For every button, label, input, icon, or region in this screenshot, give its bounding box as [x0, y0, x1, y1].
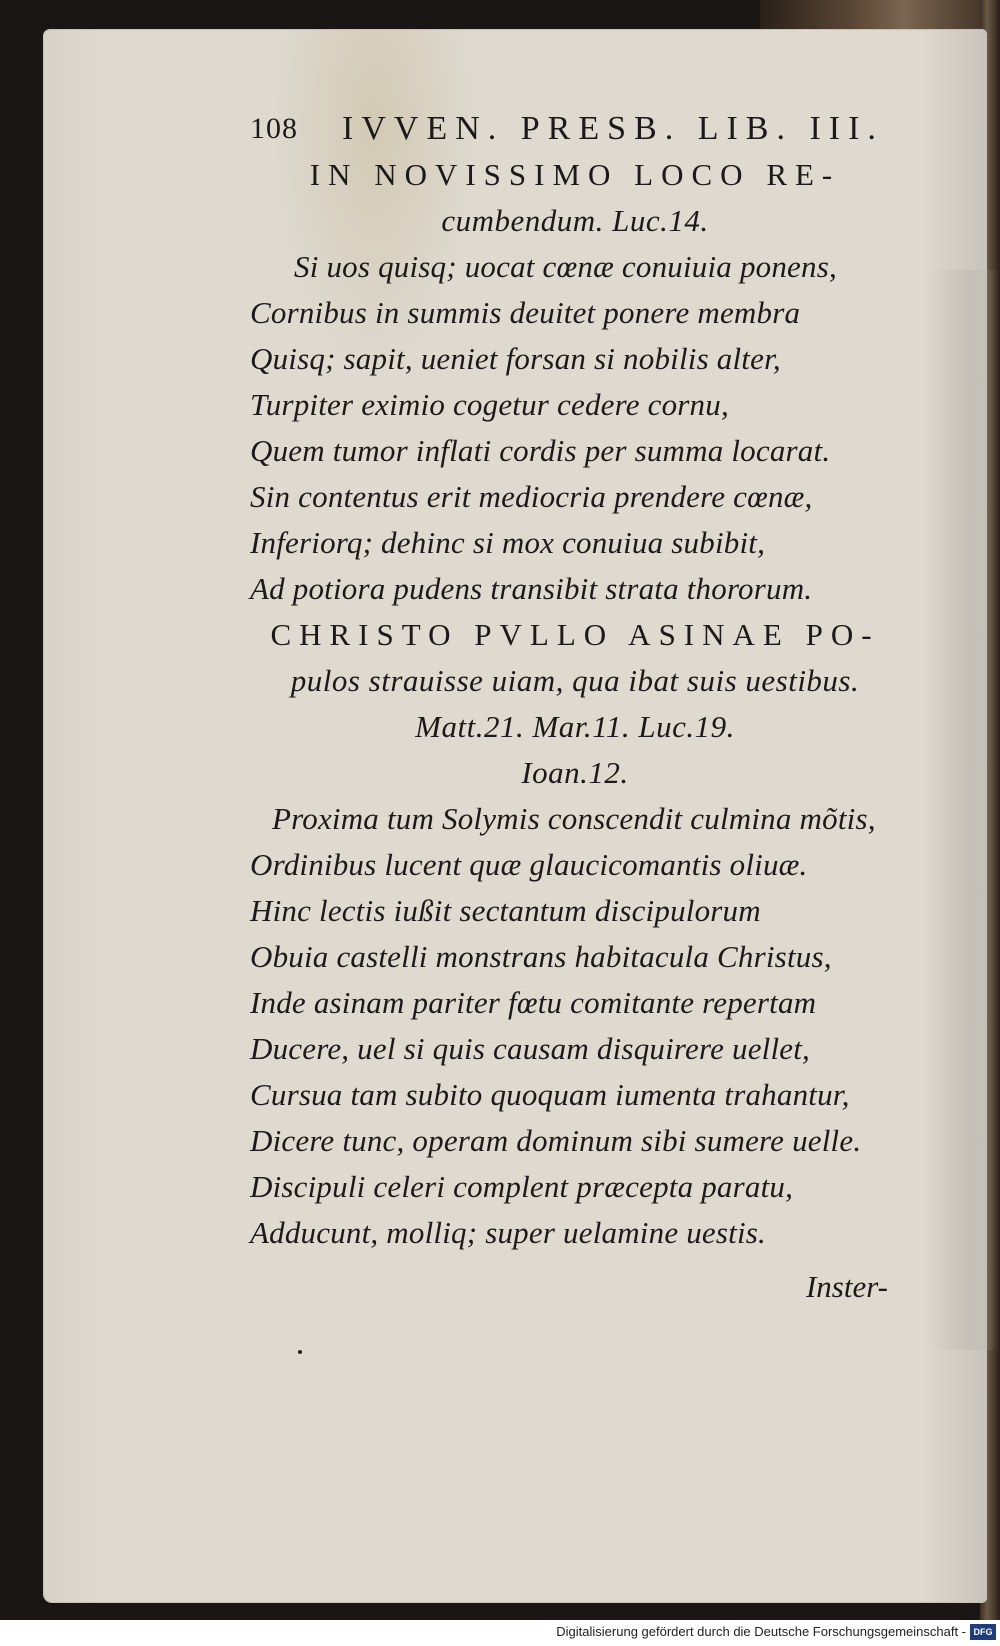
verse-line: Discipuli celeri complent præcepta paratu,: [250, 1169, 794, 1204]
verse-line: Quem tumor inflati cordis per summa locarat.: [250, 433, 831, 468]
running-head: [250, 104, 900, 152]
folio-number: 108: [250, 112, 298, 145]
verse-line: Cornibus in summis deuitet ponere membra: [250, 295, 801, 330]
verse-line: Dicere tunc, operam dominum sibi sumere uelle.: [250, 1123, 862, 1158]
verse-line: Sin contentus erit mediocria prendere cœnæ,: [250, 479, 813, 514]
verse-line: Quisq; sapit, ueniet forsan si nobilis alter,: [250, 341, 781, 376]
section-heading-italic: pulos strauisse uiam, qua ibat suis uestibus.: [290, 663, 860, 698]
section-recumbendum: [250, 152, 900, 612]
section-christo-pullo: [250, 612, 900, 1256]
section-heading-reference: Ioan.12.: [521, 755, 629, 790]
verse-line: Obuia castelli monstrans habitacula Christus,: [250, 939, 832, 974]
verse-line: Inde asinam pariter fœtu comitante repertam: [250, 985, 817, 1020]
verse-line: Proxima tum Solymis conscendit culmina mõtis,: [272, 801, 876, 836]
verse-line: Cursua tam subito quoquam iumenta trahantur,: [250, 1077, 850, 1112]
section-heading-caps: IN NOVISSIMO LOCO RE-: [309, 157, 841, 192]
verse-line: Hinc lectis iußit sectantum discipulorum: [250, 893, 761, 928]
verse-line: Ad potiora pudens transibit strata thororum.: [250, 571, 813, 606]
section-heading-reference: Matt.21. Mar.11. Luc.19.: [415, 709, 735, 744]
catchword: Inster-: [805, 1269, 888, 1304]
footer-bar: [0, 1620, 1000, 1646]
section-heading-caps: CHRISTO PVLLO ASINAE PO-: [270, 617, 880, 652]
verse-line: Si uos quisq; uocat cœnæ conuiuia ponens,: [294, 249, 837, 284]
dfg-logo: DFG: [970, 1624, 996, 1640]
verse-line: Ordinibus lucent quæ glaucicomantis oliuæ.: [250, 847, 808, 882]
ink-speck: [298, 1350, 302, 1354]
verse-line: Ducere, uel si quis causam disquirere uellet,: [250, 1031, 811, 1066]
section-heading-italic: cumbendum. Luc.14.: [441, 203, 709, 238]
verse-line: Adducunt, molliq; super uelamine uestis.: [250, 1215, 766, 1250]
footer-credit: Digitalisierung gefördert durch die Deutsche Forschungsgemeinschaft -: [556, 1624, 966, 1639]
verse-line: Turpiter eximio cogetur cedere cornu,: [250, 387, 729, 422]
running-head-title: IVVEN. PRESB. LIB. III.: [342, 110, 884, 147]
page-text-block: [250, 104, 900, 1310]
verse-line: Inferiorq; dehinc si mox conuiua subibit,: [250, 525, 766, 560]
show-through-column: [929, 270, 999, 1350]
book-top-edge: [760, 0, 1000, 34]
